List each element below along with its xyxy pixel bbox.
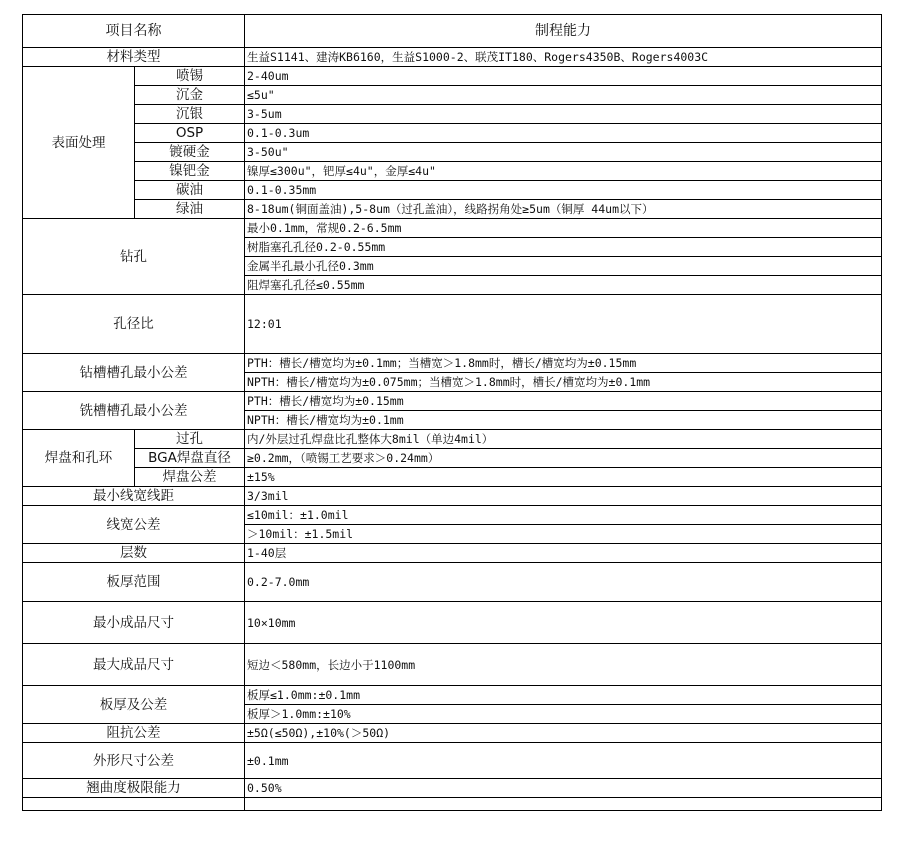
table-row <box>23 295 882 354</box>
thickness-tol-value: 板厚≤1.0mm:±0.1mm <box>245 686 882 705</box>
drill-slot-label: 钻槽槽孔最小公差 <box>23 354 245 392</box>
drill-label: 钻孔 <box>23 219 245 295</box>
pad-item-name: BGA焊盘直径 <box>135 449 245 468</box>
surface-item-value: 镍厚≤300u"，钯厚≤4u"，金厚≤4u" <box>245 162 882 181</box>
table-row <box>23 724 882 743</box>
surface-item-name: 沉银 <box>135 105 245 124</box>
min-size-label: 最小成品尺寸 <box>23 602 245 644</box>
empty-cell <box>245 798 882 811</box>
header-item-name: 项目名称 <box>23 15 245 48</box>
table-row <box>23 181 882 200</box>
table-row <box>23 430 882 449</box>
thickness-tol-label: 板厚及公差 <box>23 686 245 724</box>
layers-value: 1-40层 <box>245 544 882 563</box>
outline-label: 外形尺寸公差 <box>23 743 245 779</box>
max-size-label: 最大成品尺寸 <box>23 644 245 686</box>
warp-label: 翘曲度极限能力 <box>23 779 245 798</box>
table-row <box>23 743 882 779</box>
table-row <box>23 105 882 124</box>
drill-value: 树脂塞孔孔径0.2-0.55mm <box>245 238 882 257</box>
capability-table <box>22 14 881 811</box>
pad-item-value: 内/外层过孔焊盘比孔整体大8mil（单边4mil） <box>245 430 882 449</box>
drill-value: 阻焊塞孔孔径≤0.55mm <box>245 276 882 295</box>
surface-item-name: 镀硬金 <box>135 143 245 162</box>
empty-row <box>23 798 882 811</box>
table-row <box>23 644 882 686</box>
table-row <box>23 487 882 506</box>
material-value: 生益S1141、建涛KB6160，生益S1000-2、联茂IT180、Rogers4350B、Rogers4003C <box>245 48 882 67</box>
table-row <box>23 779 882 798</box>
line-tol-value: ＞10mil：±1.5mil <box>245 525 882 544</box>
surface-item-name: 碳油 <box>135 181 245 200</box>
surface-item-value: ≤5u" <box>245 86 882 105</box>
table-row <box>23 506 882 525</box>
impedance-value: ±5Ω(≤50Ω),±10%(＞50Ω) <box>245 724 882 743</box>
table-row <box>23 686 882 705</box>
aspect-label: 孔径比 <box>23 295 245 354</box>
aspect-value: 12:01 <box>245 295 882 354</box>
drill-slot-value: PTH：槽长/槽宽均为±0.1mm；当槽宽＞1.8mm时，槽长/槽宽均为±0.15mm <box>245 354 882 373</box>
table-row <box>23 67 882 86</box>
table-row <box>23 354 882 373</box>
table-row <box>23 162 882 181</box>
mill-slot-value: NPTH：槽长/槽宽均为±0.1mm <box>245 411 882 430</box>
table-row <box>23 219 882 238</box>
layers-label: 层数 <box>23 544 245 563</box>
table-row <box>23 544 882 563</box>
drill-value: 金属半孔最小孔径0.3mm <box>245 257 882 276</box>
line-tol-value: ≤10mil：±1.0mil <box>245 506 882 525</box>
surface-item-name: 绿油 <box>135 200 245 219</box>
min-line-label: 最小线宽线距 <box>23 487 245 506</box>
pad-item-name: 过孔 <box>135 430 245 449</box>
table-row <box>23 392 882 411</box>
surface-item-name: 沉金 <box>135 86 245 105</box>
surface-item-value: 0.1-0.35mm <box>245 181 882 200</box>
impedance-label: 阻抗公差 <box>23 724 245 743</box>
table-row <box>23 86 882 105</box>
table-row <box>23 124 882 143</box>
surface-item-value: 3-5um <box>245 105 882 124</box>
surface-item-value: 8-18um(铜面盖油),5-8um（过孔盖油），线路拐角处≥5um（铜厚 44um以下） <box>245 200 882 219</box>
surface-item-name: 喷锡 <box>135 67 245 86</box>
pad-item-name: 焊盘公差 <box>135 468 245 487</box>
thickness-range-label: 板厚范围 <box>23 563 245 602</box>
min-size-value: 10×10mm <box>245 602 882 644</box>
surface-item-name: OSP <box>135 124 245 143</box>
drill-value: 最小0.1mm，常规0.2-6.5mm <box>245 219 882 238</box>
table-row <box>23 602 882 644</box>
thickness-range-value: 0.2-7.0mm <box>245 563 882 602</box>
empty-cell <box>23 798 245 811</box>
header-capability: 制程能力 <box>245 15 882 48</box>
surface-item-name: 镍钯金 <box>135 162 245 181</box>
table-row <box>23 468 882 487</box>
table-row <box>23 563 882 602</box>
mill-slot-label: 铣槽槽孔最小公差 <box>23 392 245 430</box>
warp-value: 0.50% <box>245 779 882 798</box>
surface-item-value: 2-40um <box>245 67 882 86</box>
material-label: 材料类型 <box>23 48 245 67</box>
table-header-row <box>23 15 882 48</box>
surface-item-value: 3-50u" <box>245 143 882 162</box>
thickness-tol-value: 板厚＞1.0mm:±10% <box>245 705 882 724</box>
surface-item-value: 0.1-0.3um <box>245 124 882 143</box>
min-line-value: 3/3mil <box>245 487 882 506</box>
table-row <box>23 48 882 67</box>
line-tol-label: 线宽公差 <box>23 506 245 544</box>
mill-slot-value: PTH：槽长/槽宽均为±0.15mm <box>245 392 882 411</box>
drill-slot-value: NPTH：槽长/槽宽均为±0.075mm；当槽宽＞1.8mm时，槽长/槽宽均为±0.1mm <box>245 373 882 392</box>
table-row <box>23 143 882 162</box>
pad-label: 焊盘和孔环 <box>23 430 135 487</box>
outline-value: ±0.1mm <box>245 743 882 779</box>
pad-item-value: ≥0.2mm，（喷锡工艺要求＞0.24mm） <box>245 449 882 468</box>
table-row <box>23 200 882 219</box>
surface-label: 表面处理 <box>23 67 135 219</box>
max-size-value: 短边＜580mm，长边小于1100mm <box>245 644 882 686</box>
pad-item-value: ±15% <box>245 468 882 487</box>
table-row <box>23 449 882 468</box>
